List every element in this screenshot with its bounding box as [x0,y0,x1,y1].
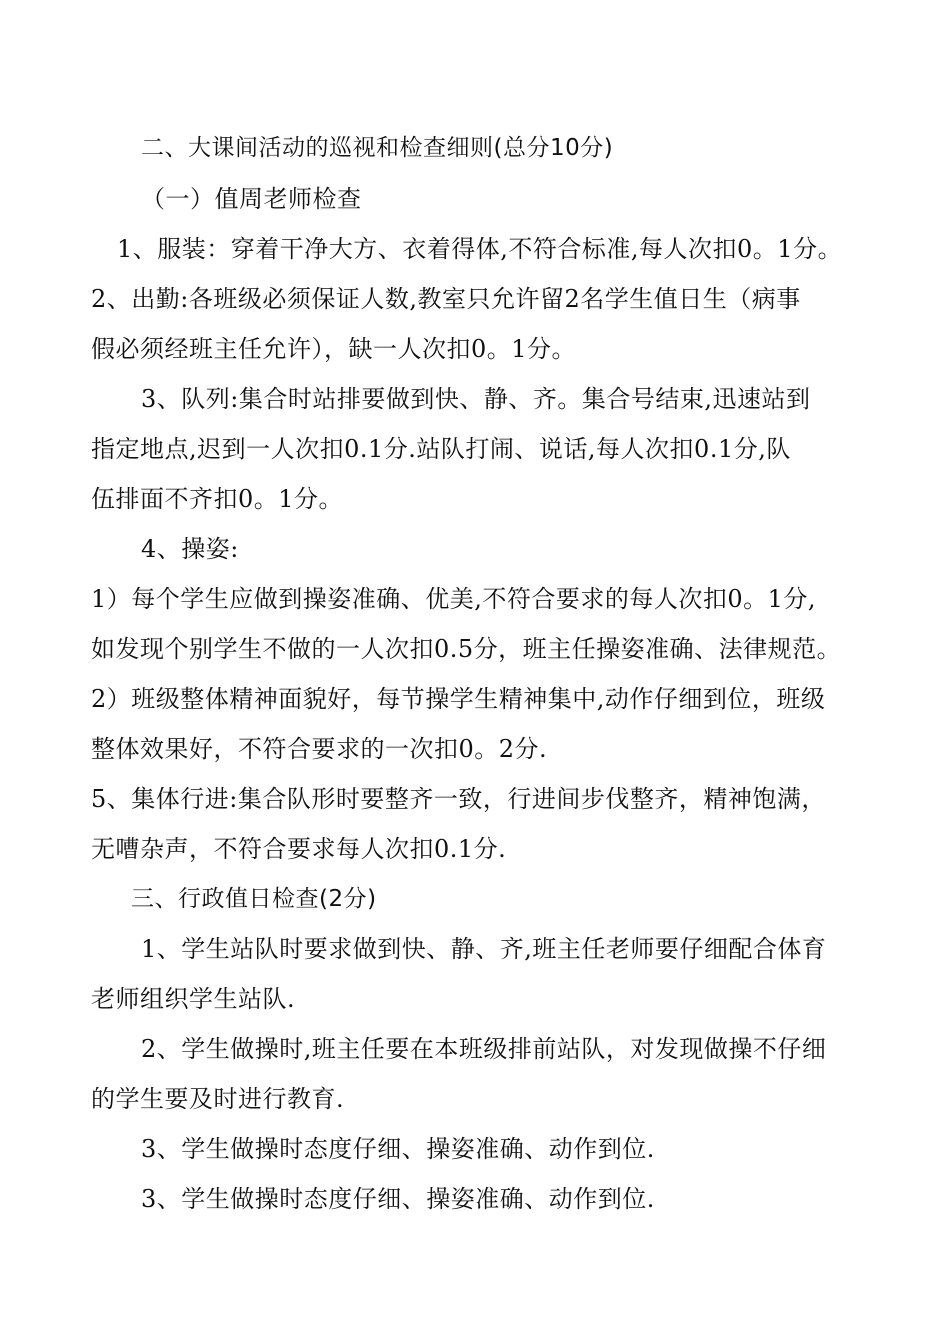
item-2-attendance-line-1: 2、出勤:各班级必须保证人数,教室只允许留2名学生值日生（病事 [91,285,801,313]
item-4-sub-2-line-2: 整体效果好，不符合要求的一次扣0。2分. [91,735,548,763]
s3-item-1-line-2: 老师组织学生站队. [91,985,296,1013]
item-3-formation-line-3: 伍排面不齐扣0。1分。 [91,485,344,513]
section-heading-3: 三、行政值日检查(2分) [131,886,377,912]
item-3-formation-line-1: 3、队列:集合时站排要做到快、静、齐。集合号结束,迅速站到 [141,385,811,413]
s3-item-2-line-2: 的学生要及时进行教育. [91,1085,345,1113]
item-2-attendance-line-2: 假必须经班主任允许），缺一人次扣0。1分。 [91,335,577,363]
item-1-attire: 1、服装：穿着干净大方、衣着得体,不符合标准,每人次扣0。1分。 [117,235,843,263]
s3-item-3: 3、学生做操时态度仔细、操姿准确、动作到位. [141,1135,655,1163]
item-5-march-line-2: 无嘈杂声，不符合要求每人次扣0.1分. [91,835,507,863]
item-4-sub-1-line-1: 1）每个学生应做到操姿准确、优美,不符合要求的每人次扣0。1分, [91,585,817,613]
section-heading-2: 二、大课间活动的巡视和检查细则(总分10分) [141,135,614,161]
item-5-march-line-1: 5、集体行进:集合队形时要整齐一致，行进间步伐整齐，精神饱满， [91,785,826,813]
item-3-formation-line-2: 指定地点,迟到一人次扣0.1分.站队打闹、说话,每人次扣0.1分,队 [91,435,791,463]
item-4-sub-2-line-1: 2）班级整体精神面貌好，每节操学生精神集中,动作仔细到位，班级 [91,685,826,713]
item-4-posture-heading: 4、操姿: [141,535,239,563]
s3-item-2-line-1: 2、学生做操时,班主任要在本班级排前站队，对发现做操不仔细 [141,1035,827,1063]
item-4-sub-1-line-2: 如发现个别学生不做的一人次扣0.5分，班主任操姿准确、法律规范。 [91,635,842,663]
s3-item-3-repeat: 3、学生做操时态度仔细、操姿准确、动作到位. [141,1185,655,1213]
s3-item-1-line-1: 1、学生站队时要求做到快、静、齐,班主任老师要仔细配合体育 [141,935,827,963]
subsection-heading-1: （一）值周老师检查 [141,185,362,213]
